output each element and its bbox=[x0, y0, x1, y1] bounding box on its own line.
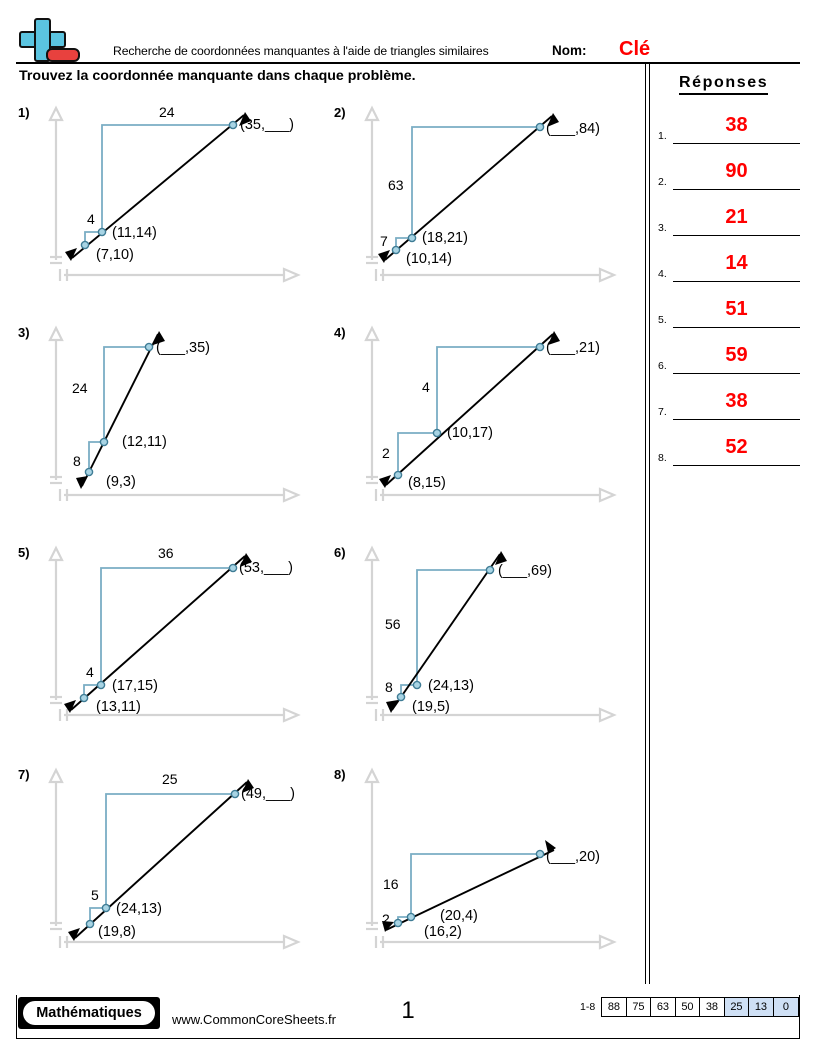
point-mid-label: (17,15) bbox=[112, 678, 158, 694]
name-label: Nom: bbox=[552, 43, 587, 58]
answer-blank-line bbox=[673, 465, 800, 466]
answer-blank-line bbox=[673, 419, 800, 420]
dimension-small: 4 bbox=[87, 211, 95, 227]
dimension-large: 24 bbox=[159, 104, 175, 120]
point-top-label: (___,21) bbox=[546, 340, 601, 356]
site-url: www.CommonCoreSheets.fr bbox=[172, 1012, 336, 1027]
answer-number: 6. bbox=[658, 360, 667, 372]
score-table bbox=[601, 997, 799, 1017]
problem-graph bbox=[350, 320, 645, 520]
point-top-label: (35,___) bbox=[240, 117, 295, 133]
answer-value: 59 bbox=[725, 344, 748, 366]
score-scale bbox=[580, 997, 799, 1017]
problem-number: 1) bbox=[18, 105, 30, 120]
score-cell: 25 bbox=[725, 998, 750, 1016]
point-mid-label: (24,13) bbox=[116, 901, 162, 917]
answer-blank-line bbox=[673, 373, 800, 374]
point-mid-label: (18,21) bbox=[422, 230, 468, 246]
dimension-small: 2 bbox=[382, 445, 390, 461]
answer-blank-line bbox=[673, 189, 800, 190]
answer-value: 51 bbox=[725, 298, 748, 320]
point-low-label: (19,5) bbox=[412, 699, 450, 715]
answer-blank-line bbox=[673, 281, 800, 282]
point-top-label: (___,84) bbox=[546, 121, 601, 137]
answer-row-8 bbox=[655, 432, 805, 478]
score-range-label: 1-8 bbox=[580, 1001, 596, 1013]
answer-row-1 bbox=[655, 110, 805, 156]
point-low-label: (16,2) bbox=[424, 924, 462, 940]
problem-3 bbox=[14, 320, 329, 535]
point-top-label: (___,35) bbox=[156, 340, 211, 356]
problem-graph bbox=[34, 762, 329, 962]
problem-4 bbox=[330, 320, 645, 535]
problem-number: 7) bbox=[18, 767, 30, 782]
answer-blank-line bbox=[673, 327, 800, 328]
problem-graph bbox=[350, 540, 645, 740]
answer-row-6 bbox=[655, 340, 805, 386]
answer-value: 38 bbox=[725, 114, 748, 136]
point-top-label: (53,___) bbox=[239, 560, 294, 576]
problem-2 bbox=[330, 100, 645, 315]
dimension-small: 5 bbox=[91, 887, 99, 903]
minus-bar bbox=[46, 48, 80, 62]
point-mid-label: (11,14) bbox=[112, 225, 157, 241]
dimension-small: 8 bbox=[385, 679, 393, 695]
score-cell: 0 bbox=[774, 998, 799, 1016]
plus-minus-icon bbox=[16, 18, 82, 66]
problem-1 bbox=[14, 100, 329, 315]
answer-number: 5. bbox=[658, 314, 667, 326]
point-low-label: (9,3) bbox=[106, 474, 136, 490]
score-cell: 88 bbox=[602, 998, 627, 1016]
plus-center-fill bbox=[36, 33, 49, 46]
problem-graph bbox=[350, 762, 645, 962]
answer-value: 38 bbox=[725, 390, 748, 412]
problem-7 bbox=[14, 762, 329, 977]
answer-value: 21 bbox=[725, 206, 748, 228]
answer-row-2 bbox=[655, 156, 805, 202]
answer-row-7 bbox=[655, 386, 805, 432]
dimension-small: 7 bbox=[380, 233, 388, 249]
problem-5 bbox=[14, 540, 329, 755]
answer-value: 14 bbox=[725, 252, 748, 274]
problem-number: 3) bbox=[18, 325, 30, 340]
point-low-label: (13,11) bbox=[96, 699, 141, 715]
point-low-label: (10,14) bbox=[406, 251, 452, 267]
dimension-large: 36 bbox=[158, 545, 174, 561]
score-cell: 13 bbox=[749, 998, 774, 1016]
problem-number: 6) bbox=[334, 545, 346, 560]
name-value: Clé bbox=[619, 38, 651, 60]
problem-graph bbox=[34, 100, 329, 300]
score-cell: 63 bbox=[651, 998, 676, 1016]
answer-blank-line bbox=[673, 235, 800, 236]
problem-number: 4) bbox=[334, 325, 346, 340]
header-divider bbox=[16, 62, 800, 64]
answer-value: 90 bbox=[725, 160, 748, 182]
answer-row-4 bbox=[655, 248, 805, 294]
problem-graph bbox=[34, 320, 329, 520]
column-divider bbox=[645, 64, 650, 984]
dimension-large: 16 bbox=[383, 876, 399, 892]
score-cell: 50 bbox=[676, 998, 701, 1016]
point-low-label: (8,15) bbox=[408, 475, 446, 491]
answer-number: 2. bbox=[658, 176, 667, 188]
instructions-text: Trouvez la coordonnée manquante dans chaque problème. bbox=[19, 68, 416, 84]
point-top-label: (___,20) bbox=[546, 849, 601, 865]
dimension-small: 2 bbox=[382, 911, 390, 927]
point-mid-label: (24,13) bbox=[428, 678, 474, 694]
answer-value: 52 bbox=[725, 436, 748, 458]
dimension-large: 24 bbox=[72, 380, 88, 396]
answer-number: 7. bbox=[658, 406, 667, 418]
problem-number: 8) bbox=[334, 767, 346, 782]
problem-graph bbox=[350, 100, 645, 300]
answer-row-5 bbox=[655, 294, 805, 340]
problem-6 bbox=[330, 540, 645, 755]
answer-blank-line bbox=[673, 143, 800, 144]
problem-number: 5) bbox=[18, 545, 30, 560]
dimension-large: 4 bbox=[422, 379, 430, 395]
dimension-small: 4 bbox=[86, 664, 94, 680]
problem-number: 2) bbox=[334, 105, 346, 120]
dimension-large: 25 bbox=[162, 771, 178, 787]
answer-number: 4. bbox=[658, 268, 667, 280]
point-mid-label: (20,4) bbox=[440, 908, 478, 924]
worksheet-title: Recherche de coordonnées manquantes à l'aide de triangles similaires bbox=[113, 44, 489, 58]
answers-heading: Réponses bbox=[679, 74, 768, 95]
answer-number: 1. bbox=[658, 130, 667, 142]
answer-row-3 bbox=[655, 202, 805, 248]
problem-8 bbox=[330, 762, 645, 977]
point-mid-label: (10,17) bbox=[447, 425, 493, 441]
dimension-small: 8 bbox=[73, 453, 81, 469]
page-number: 1 bbox=[401, 997, 415, 1024]
score-cell: 38 bbox=[700, 998, 725, 1016]
point-top-label: (49,___) bbox=[241, 786, 296, 802]
point-low-label: (19,8) bbox=[98, 924, 136, 940]
subject-label: Mathématiques bbox=[23, 1001, 155, 1025]
point-top-label: (___,69) bbox=[498, 563, 553, 579]
answer-number: 3. bbox=[658, 222, 667, 234]
answer-number: 8. bbox=[658, 452, 667, 464]
point-mid-label: (12,11) bbox=[122, 434, 167, 450]
dimension-large: 56 bbox=[385, 616, 401, 632]
problem-graph bbox=[34, 540, 329, 740]
point-low-label: (7,10) bbox=[96, 247, 134, 263]
dimension-large: 63 bbox=[388, 177, 404, 193]
score-cell: 75 bbox=[627, 998, 652, 1016]
